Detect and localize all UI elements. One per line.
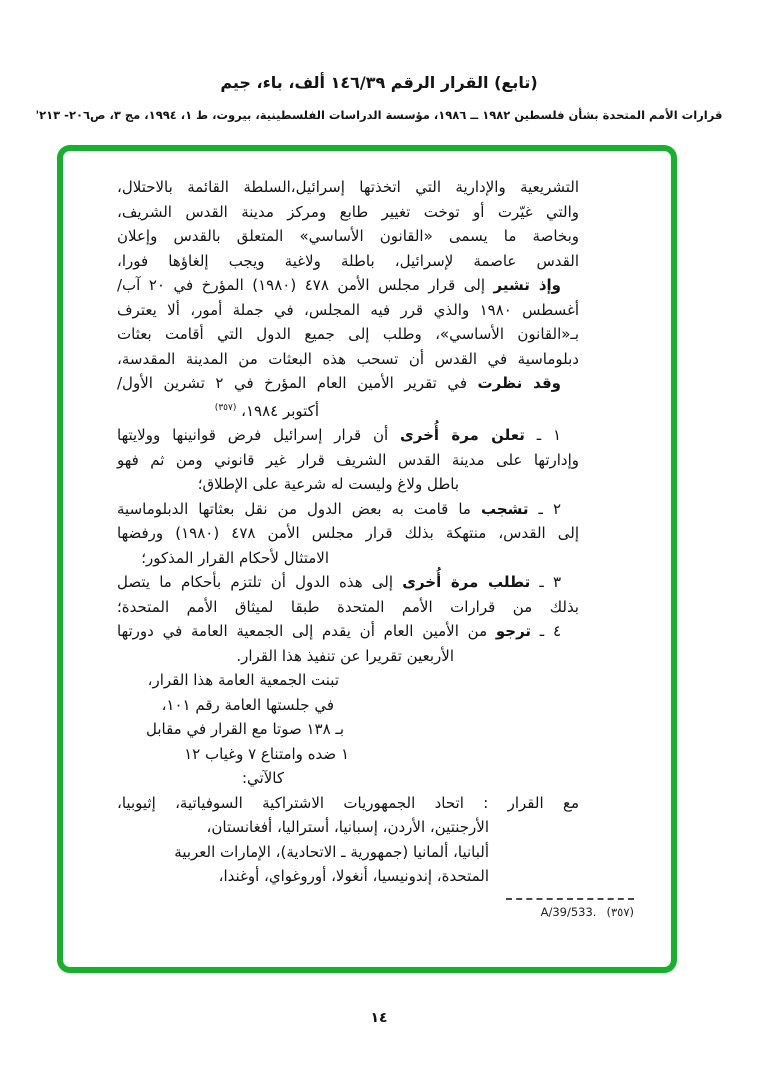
body-text: ما قامت به بعض الدول من نقل بعثاتها الدبلوماسية (117, 499, 481, 518)
footnote-marker: (٣٥٧) (606, 905, 634, 919)
body-text: إلى القدس، منتهكة بذلك قرار مجلس الأمن ٤٧٨ (١٩٨٠) ورفضها (117, 524, 579, 542)
body-text: وبخاصة ما يسمى «القانون الأساسي» المتعلق بالقدس وإعلان (117, 227, 579, 245)
emphasized-text: تطلب مرة أُخرى (402, 573, 531, 591)
body-text: والتي غيّرت أو توخت تغيير طابع ومركز مدينة القدس الشريف، (117, 202, 579, 221)
footnote-row (506, 905, 634, 919)
body-text: التشريعية والإدارية التي اتخذتها إسرائيل،السلطة القائمة بالاحتلال، (117, 178, 579, 196)
body-text: ألبانيا، ألمانيا (جمهورية ـ الاتحادية)، الإمارات العربية (174, 842, 489, 861)
resolution-line (117, 644, 454, 669)
body-text: في تقرير الأمين العام المؤرخ في ٢ تشرين الأول/ (117, 374, 478, 392)
resolution-line (117, 396, 319, 424)
resolution-line (117, 472, 459, 497)
body-text: تبنت الجمعية العامة هذا القرار، (147, 671, 339, 689)
footnote-reference: A/39/533. (540, 905, 597, 919)
footnote-ref-superscript: (٣٥٧) (214, 402, 237, 413)
body-text: إلى قرار مجلس الأمن ٤٧٨ (١٩٨٠) المؤرخ في ٢٠ آب/ (117, 276, 494, 294)
document-title: (تابع) القرار الرقم ١٤٦/٣٩ ألف، باء، جيم (220, 73, 538, 92)
body-text: بـ ١٣٨ صوتا مع القرار في مقابل (145, 720, 344, 738)
resolution-line (117, 791, 579, 816)
emphasized-text: ترجو (495, 622, 532, 640)
resolution-line (117, 742, 349, 767)
resolution-line (117, 840, 489, 865)
resolution-line (117, 347, 579, 372)
body-text: القدس عاصمة لإسرائيل، باطلة ولاغية ويجب إلغاؤها فورا، (117, 251, 579, 270)
resolution-line (117, 423, 579, 448)
body-text: بذلك من قرارات الأمم المتحدة طبقا لميثاق الأمم المتحدة؛ (117, 597, 579, 616)
body-text: الأرجنتين، الأردن، إسبانيا، أستراليا، أفغانستان، (206, 818, 489, 836)
body-text: إلى هذه الدول أن تلتزم بأحكام ما يتصل (117, 573, 403, 591)
resolution-line (117, 619, 579, 644)
body-text: باطل ولاغ وليست له شرعية على الإطلاق؛ (197, 475, 459, 493)
body-text: دبلوماسية في القدس أن تسحب هذه البعثات من المدينة المقدسة، (117, 349, 579, 368)
resolution-line (117, 546, 329, 571)
emphasized-text: وإذ تشير (493, 276, 561, 294)
body-text: الامتثال لأحكام القرار المذكور؛ (141, 548, 329, 567)
footnote-divider (506, 898, 634, 900)
resolution-text-column (117, 175, 579, 889)
body-text: ٢ ـ (528, 499, 562, 518)
body-text: في جلستها العامة رقم ١٠١، (161, 695, 334, 714)
body-text: الأربعين تقريرا عن تنفيذ هذا القرار. (236, 646, 454, 665)
resolution-line (117, 693, 334, 718)
body-text: من الأمين العام أن يقدم إلى الجمعية العامة في دورتها (117, 622, 496, 640)
footnote (506, 898, 634, 919)
body-text: وإدارتها على مدينة القدس الشريف قرار غير قانوني ومن ثم فهو (117, 450, 579, 469)
body-text: بـ«القانون الأساسي»، وطلب إلى جميع الدول التي أقامت بعثات (117, 325, 579, 343)
page-number: ١٤ (370, 1010, 388, 1026)
resolution-line (117, 273, 579, 298)
resolution-line (117, 224, 579, 249)
resolution-line (117, 815, 489, 840)
body-text: ٤ ـ (531, 622, 562, 640)
body-text: أكتوبر ١٩٨٤، (236, 401, 319, 420)
resolution-line (117, 595, 579, 620)
emphasized-text: تشجب (480, 499, 529, 518)
body-text: ١ ضده وامتناع ٧ وغياب ١٢ (184, 744, 349, 763)
resolution-line (117, 497, 579, 522)
resolution-line (117, 322, 579, 347)
resolution-line (117, 298, 579, 323)
body-text: أن قرار إسرائيل فرض قوانينها وولايتها (117, 426, 400, 444)
body-text: أغسطس ١٩٨٠ والذي قرر فيه المجلس، في جملة أمور، ألا يعترف (117, 300, 580, 319)
document-source-line: قرارات الأمم المتحدة بشأن فلسطين ١٩٨٢ ــ ١٩٨٦، مؤسسة الدراسات الفلسطينية، بيروت، ط ١، ١٩٩٤، مج ٣، ص٢٠٦- ٢١٣' (35, 108, 723, 122)
resolution-line (117, 668, 339, 693)
resolution-line (117, 766, 284, 791)
resolution-line (117, 521, 579, 546)
resolution-line (117, 448, 579, 473)
body-text: مع القرار : اتحاد الجمهوريات الاشتراكية السوفياتية، إثيوبيا، (117, 793, 579, 812)
resolution-line (117, 175, 579, 200)
body-text: كالآتي: (242, 769, 284, 787)
resolution-line (117, 717, 344, 742)
resolution-line (117, 864, 489, 889)
body-text: ١ ـ (524, 426, 562, 444)
body-text: ٣ ـ (530, 573, 562, 591)
emphasized-text: وقد نظرت (477, 374, 561, 392)
resolution-line (117, 249, 579, 274)
emphasized-text: تعلن مرة أُخرى (400, 426, 525, 444)
resolution-line (117, 570, 579, 595)
body-text: المتحدة، إندونيسيا، أنغولا، أوروغواي، أوغندا، (218, 867, 489, 885)
highlight-border-box (57, 145, 677, 973)
resolution-line (117, 371, 579, 396)
resolution-line (117, 200, 579, 225)
